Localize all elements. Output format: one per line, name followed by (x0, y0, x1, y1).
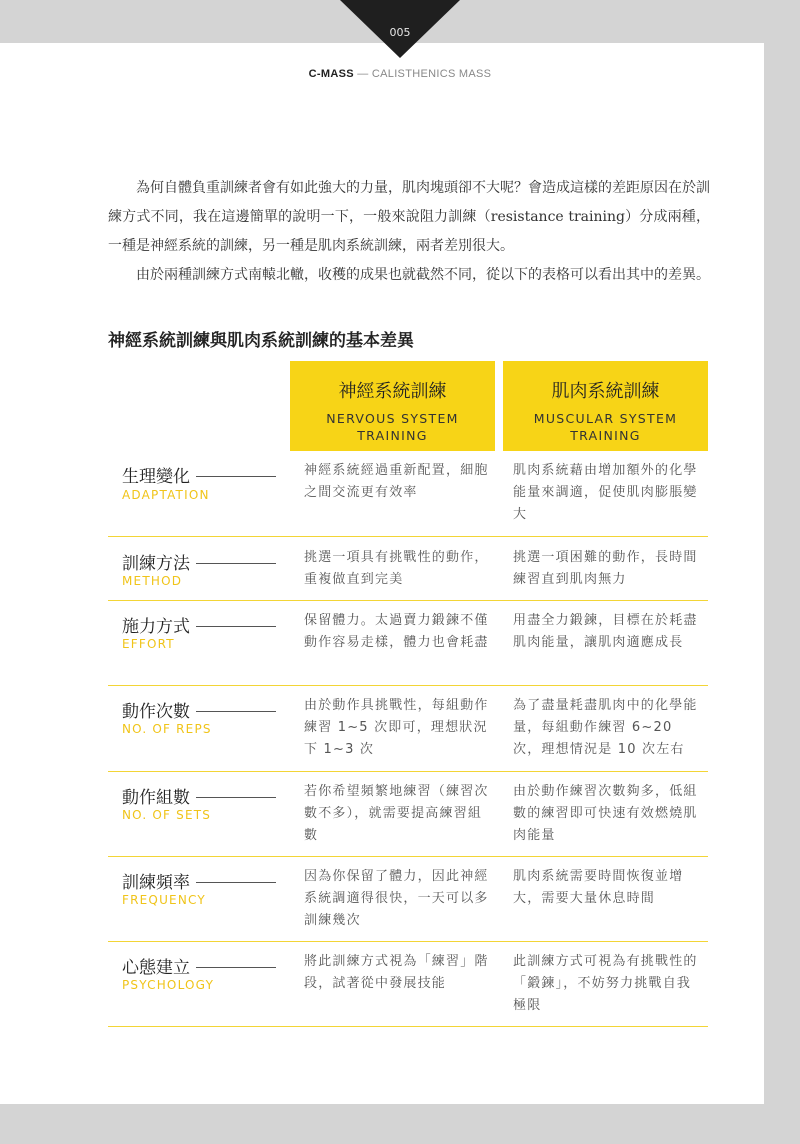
row-label-rule (196, 476, 276, 477)
header-muscular-system (503, 361, 708, 451)
row-divider (108, 856, 708, 857)
cell-nervous: 保留體力。太過賣力鍛鍊不僅動作容易走樣，體力也會耗盡 (304, 613, 489, 650)
row-label-en: NO. OF REPS (122, 722, 212, 736)
cell-nervous: 挑選一項具有挑戰性的動作，重複做直到完美 (304, 550, 489, 587)
row-label-cn: 訓練頻率 (122, 873, 190, 893)
row-label-en: NO. OF SETS (122, 808, 212, 822)
cell-muscular: 由於動作練習次數夠多，低組數的練習即可快速有效燃燒肌肉能量 (513, 784, 698, 843)
cell-nervous: 由於動作具挑戰性，每組動作練習 1~5 次即可，理想狀況下 1~3 次 (304, 698, 489, 757)
header-nervous-en-1: NERVOUS SYSTEM (326, 411, 459, 426)
cell-muscular: 肌肉系統需要時間恢復並增大，需要大量休息時間 (513, 869, 684, 906)
row-label-en: ADAPTATION (122, 488, 210, 502)
header-muscular-en-2: TRAINING (570, 428, 641, 443)
intro-paragraph-2: 由於兩種訓練方式南轅北轍，收穫的成果也就截然不同，從以下的表格可以看出其中的差異。 (136, 267, 710, 283)
cell-muscular: 肌肉系統藉由增加額外的化學能量來調適，促使肌肉膨脹變大 (513, 463, 698, 522)
row-label-rule (196, 626, 276, 627)
row-label-rule (196, 711, 276, 712)
cell-nervous: 神經系統經過重新配置，細胞之間交流更有效率 (304, 463, 489, 500)
header-nervous-cn: 神經系統訓練 (338, 381, 447, 402)
cell-nervous: 若你希望頻繁地練習（練習次數不多），就需要提高練習組數 (304, 784, 489, 843)
cell-muscular: 挑選一項困難的動作，長時間練習直到肌肉無力 (513, 550, 698, 587)
row-divider (108, 536, 708, 537)
row-label-en: EFFORT (122, 637, 175, 651)
row-label-rule (196, 563, 276, 564)
row-label-cn: 訓練方法 (122, 554, 190, 574)
row-divider (108, 941, 708, 942)
header-dash: — (357, 68, 369, 80)
header-muscular-cn: 肌肉系統訓練 (551, 381, 660, 402)
row-label-rule (196, 967, 276, 968)
row-divider (108, 771, 708, 772)
row-label-en: METHOD (122, 574, 183, 588)
row-label-cn: 動作組數 (122, 788, 190, 808)
row-label-rule (196, 797, 276, 798)
header-nervous-en-2: TRAINING (357, 428, 428, 443)
row-divider (108, 1026, 708, 1027)
running-header (0, 68, 800, 80)
row-label-cn: 施力方式 (122, 617, 190, 637)
intro-paragraph-1: 為何自體負重訓練者會有如此強大的力量，肌肉塊頭卻不大呢？會造成這樣的差距原因在於訓練方式不同，我在這邊簡單的說明一下，一般來說阻力訓練（resistance training）分成兩種，一種是神經系統的訓練，另一種是肌肉系統訓練，兩者差別很大。 (108, 180, 710, 254)
header-nervous-system (290, 361, 495, 451)
row-label-cn: 心態建立 (122, 958, 190, 978)
book-brand: C-MASS (308, 68, 354, 80)
book-subtitle: CALISTHENICS MASS (371, 68, 492, 80)
row-divider (108, 685, 708, 686)
cell-muscular: 用盡全力鍛鍊，目標在於耗盡肌肉能量，讓肌肉適應成長 (513, 613, 698, 650)
cell-nervous: 將此訓練方式視為「練習」階段，試著從中發展技能 (304, 954, 489, 991)
table-title: 神經系統訓練與肌肉系統訓練的基本差異 (108, 331, 414, 351)
cell-muscular: 此訓練方式可視為有挑戰性的「鍛鍊」，不妨努力挑戰自我極限 (513, 954, 698, 1013)
intro-text (108, 174, 710, 290)
row-label-en: FREQUENCY (122, 893, 206, 907)
page-number: 005 (389, 26, 411, 39)
row-label-en: PSYCHOLOGY (122, 978, 215, 992)
cell-muscular: 為了盡量耗盡肌肉中的化學能量，每組動作練習 6~20 次，理想情況是 10 次左右 (513, 698, 698, 757)
header-muscular-en-1: MUSCULAR SYSTEM (533, 411, 678, 426)
cell-nervous: 因為你保留了體力，因此神經系統調適得很快，一天可以多訓練幾次 (304, 869, 489, 928)
row-label-cn: 動作次數 (122, 702, 190, 722)
row-label-rule (196, 882, 276, 883)
row-label-cn: 生理變化 (122, 467, 190, 487)
row-divider (108, 600, 708, 601)
